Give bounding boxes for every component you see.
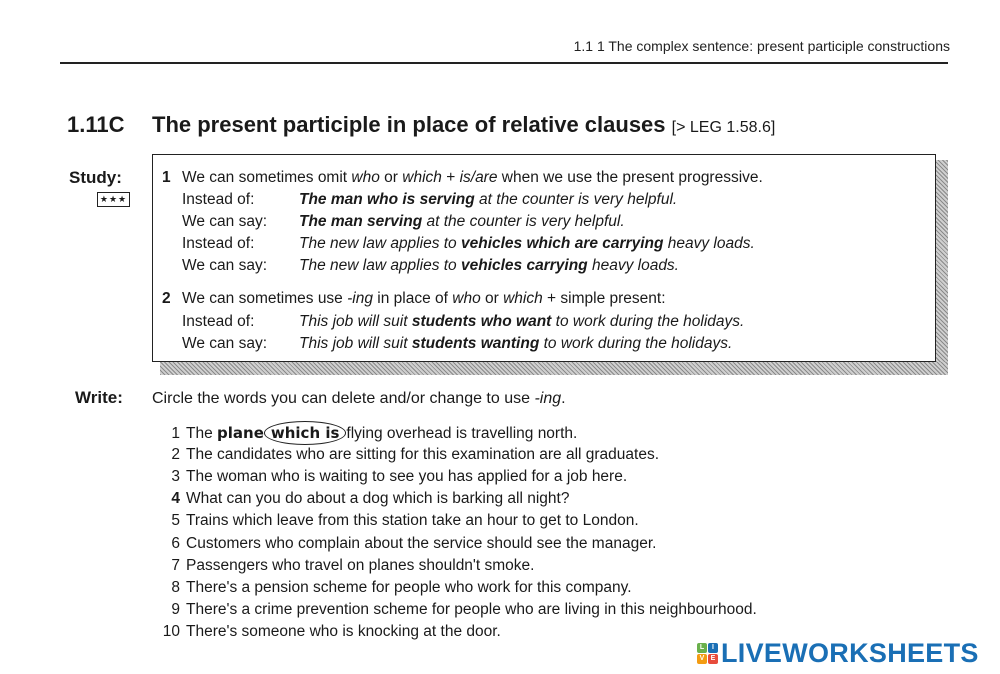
exercise-item[interactable]: 6 Customers who complain about the service should see the manager.	[171, 535, 657, 552]
example-sentence: This job will suit students who want to work during the holidays.	[299, 313, 745, 330]
running-head: 1.1 1 The complex sentence: present participle constructions	[573, 38, 950, 54]
exercise-item[interactable]: 4 What can you do about a dog which is barking all night?	[171, 490, 570, 507]
example-sentence: This job will suit students wanting to work during the holidays.	[299, 335, 733, 352]
exercise-item[interactable]: 3 The woman who is waiting to see you has applied for a job here.	[171, 468, 628, 485]
liveworksheets-logo	[697, 637, 979, 669]
section-title	[152, 112, 775, 138]
write-instructions: Circle the words you can delete and/or change to use -ing.	[152, 390, 566, 407]
exercise-item[interactable]: 5 Trains which leave from this station take an hour to get to London.	[171, 512, 639, 529]
liveworksheets-icon: L I V E	[697, 643, 718, 664]
section-reference: [> LEG 1.58.6]	[671, 119, 776, 136]
handwritten-word: plane	[217, 424, 264, 442]
header-rule	[60, 62, 948, 64]
box-shadow-bottom	[160, 362, 948, 375]
example-label: We can say:	[182, 335, 268, 352]
example-sentence: The new law applies to vehicles carrying heavy loads.	[299, 257, 679, 274]
example-label: We can say:	[182, 213, 268, 230]
box-shadow-right	[936, 160, 948, 375]
example-sentence: The new law applies to vehicles which are carrying heavy loads.	[299, 235, 755, 252]
example-label: We can say:	[182, 257, 268, 274]
logo-text: LIVEWORKSHEETS	[721, 637, 979, 668]
study-point-2-text: We can sometimes use -ing in place of who or which + simple present:	[182, 290, 666, 307]
study-point-1-number: 1	[162, 169, 171, 186]
section-title-text: The present participle in place of relative clauses	[152, 112, 666, 137]
study-label: Study:	[69, 168, 122, 187]
difficulty-stars-icon: ★★★	[97, 192, 130, 207]
exercise-item[interactable]: 7 Passengers who travel on planes shouldn't smoke.	[171, 557, 535, 574]
example-sentence: The man who is serving at the counter is very helpful.	[299, 191, 678, 208]
circled-answer[interactable]: which is	[264, 421, 347, 445]
example-label: Instead of:	[182, 191, 255, 208]
study-point-2-number: 2	[162, 290, 171, 307]
section-number: 1.11C	[67, 112, 125, 137]
example-label: Instead of:	[182, 235, 255, 252]
study-point-1-text: We can sometimes omit who or which + is/are when we use the present progressive.	[182, 169, 763, 186]
exercise-item[interactable]: 9 There's a crime prevention scheme for people who are living in this neighbourhood.	[171, 601, 757, 618]
exercise-item[interactable]: 10 There's someone who is knocking at the door.	[162, 623, 501, 640]
exercise-item[interactable]: 8 There's a pension scheme for people who work for this company.	[171, 579, 632, 596]
example-sentence: The man serving at the counter is very helpful.	[299, 213, 625, 230]
exercise-item[interactable]: 2 The candidates who are sitting for this examination are all graduates.	[171, 446, 660, 463]
example-label: Instead of:	[182, 313, 255, 330]
write-label: Write:	[75, 388, 123, 407]
exercise-item[interactable]: 1 The plane which is flying overhead is travelling north.	[150, 424, 577, 443]
